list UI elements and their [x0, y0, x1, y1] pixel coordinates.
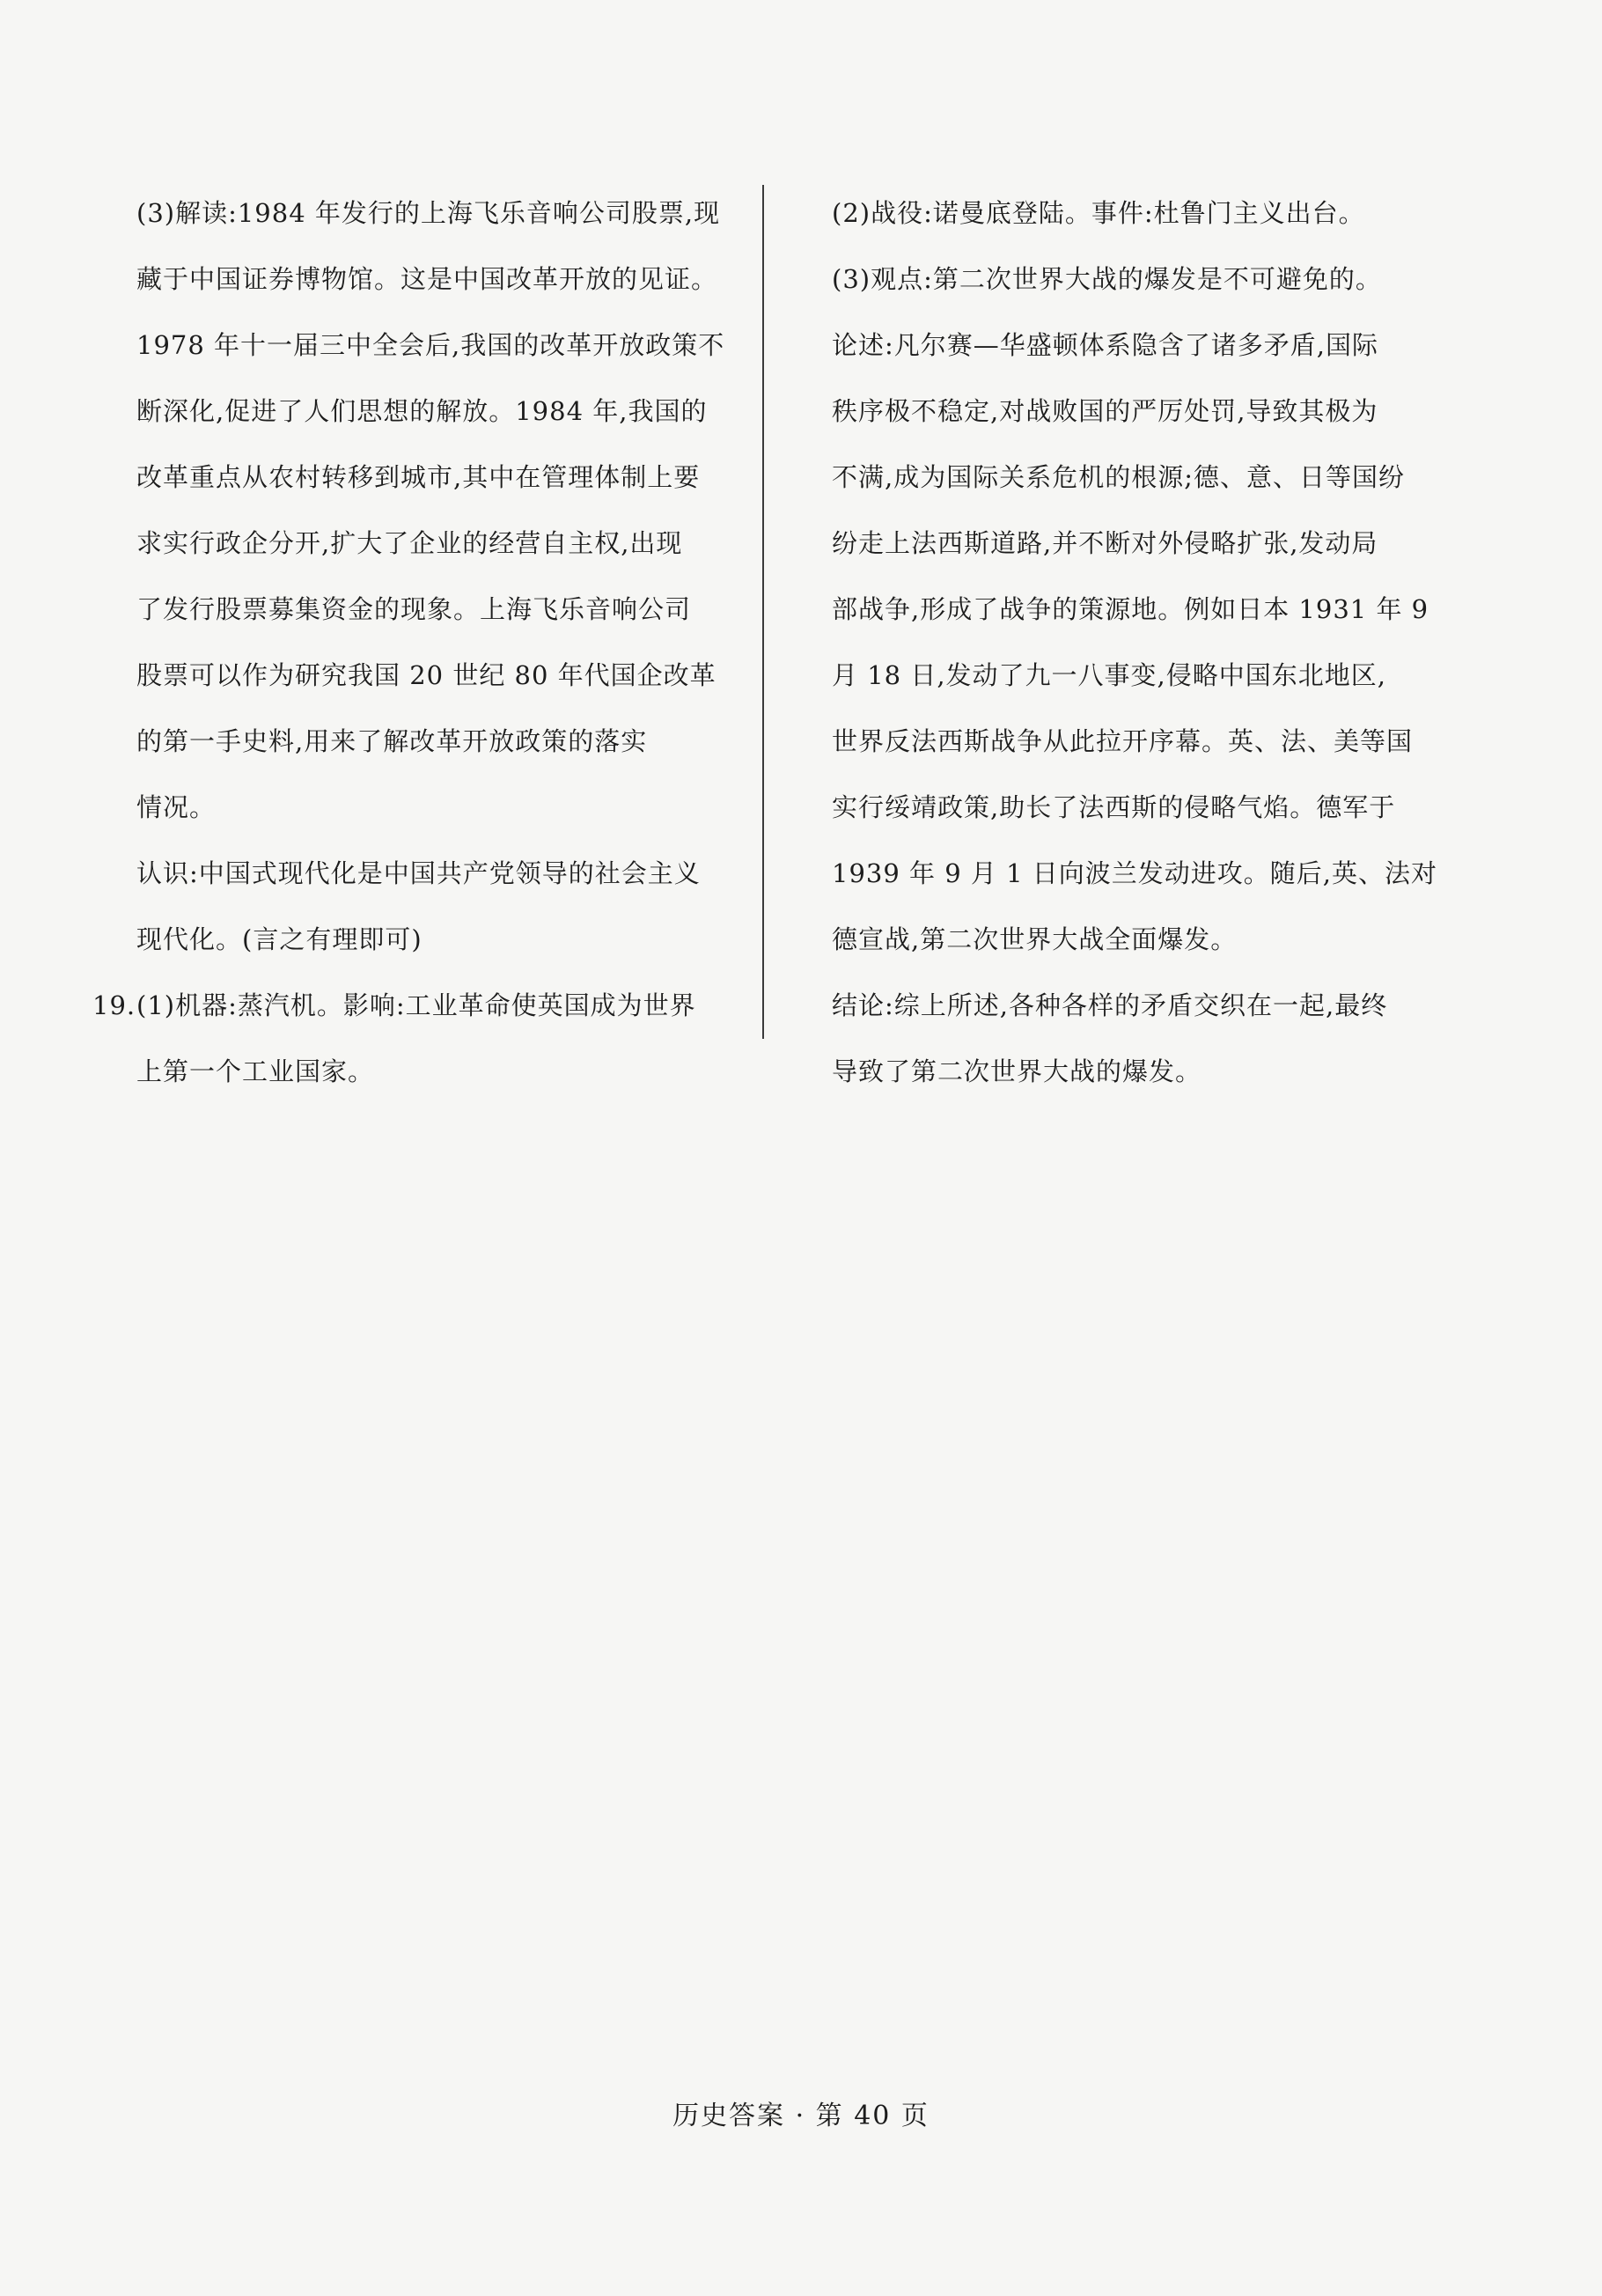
text-line: 藏于中国证券博物馆。这是中国改革开放的见证。 [136, 264, 718, 294]
text-line: 世界反法西斯战争从此拉开序幕。英、法、美等国 [832, 726, 1414, 756]
text-line: 不满,成为国际关系危机的根源;德、意、日等国纷 [832, 462, 1405, 492]
text-line: 上第一个工业国家。 [136, 1056, 375, 1086]
text-line: 的第一手史料,用来了解改革开放政策的落实 [136, 726, 648, 756]
text-line: 断深化,促进了人们思想的解放。1984 年,我国的 [136, 396, 708, 426]
text-line: 导致了第二次世界大战的爆发。 [832, 1056, 1202, 1086]
page-footer: 历史答案 · 第 40 页 [672, 2101, 930, 2131]
text-line: 实行绥靖政策,助长了法西斯的侵略气焰。德军于 [832, 792, 1396, 822]
text-line: 结论:综上所述,各种各样的矛盾交织在一起,最终 [832, 990, 1388, 1020]
text-line: 部战争,形成了战争的策源地。例如日本 1931 年 9 [832, 594, 1429, 624]
text-line: 认识:中国式现代化是中国共产党领导的社会主义 [136, 858, 701, 888]
text-line: (1)机器:蒸汽机。影响:工业革命使英国成为世界 [136, 990, 696, 1020]
right-column [832, 180, 1438, 1105]
text-line: 了发行股票募集资金的现象。上海飞乐音响公司 [136, 594, 692, 624]
column-divider [762, 185, 764, 1039]
text-line: 论述:凡尔赛—华盛顿体系隐含了诸多矛盾,国际 [832, 330, 1378, 360]
text-line: 现代化。(言之有理即可) [136, 924, 423, 954]
text-line: 求实行政企分开,扩大了企业的经营自主权,出现 [136, 528, 683, 558]
text-line: (2)战役:诺曼底登陆。事件:杜鲁门主义出台。 [832, 198, 1365, 228]
text-line: (3)观点:第二次世界大战的爆发是不可避免的。 [832, 264, 1382, 294]
text-line: 秩序极不稳定,对战败国的严厉处罚,导致其极为 [832, 396, 1378, 426]
left-column [136, 180, 735, 1105]
question-number: 19. [92, 990, 136, 1020]
text-line: 股票可以作为研究我国 20 世纪 80 年代国企改革 [136, 660, 716, 690]
text-line: 改革重点从农村转移到城市,其中在管理体制上要 [136, 462, 701, 492]
text-line: 德宣战,第二次世界大战全面爆发。 [832, 924, 1238, 954]
text-line: (3)解读:1984 年发行的上海飞乐音响公司股票,现 [136, 198, 721, 228]
text-line: 1978 年十一届三中全会后,我国的改革开放政策不 [136, 330, 725, 360]
text-line: 纷走上法西斯道路,并不断对外侵略扩张,发动局 [832, 528, 1378, 558]
text-line: 情况。 [136, 792, 217, 822]
text-line: 月 18 日,发动了九一八事变,侵略中国东北地区, [832, 660, 1386, 690]
text-line: 1939 年 9 月 1 日向波兰发动进攻。随后,英、法对 [832, 858, 1438, 888]
